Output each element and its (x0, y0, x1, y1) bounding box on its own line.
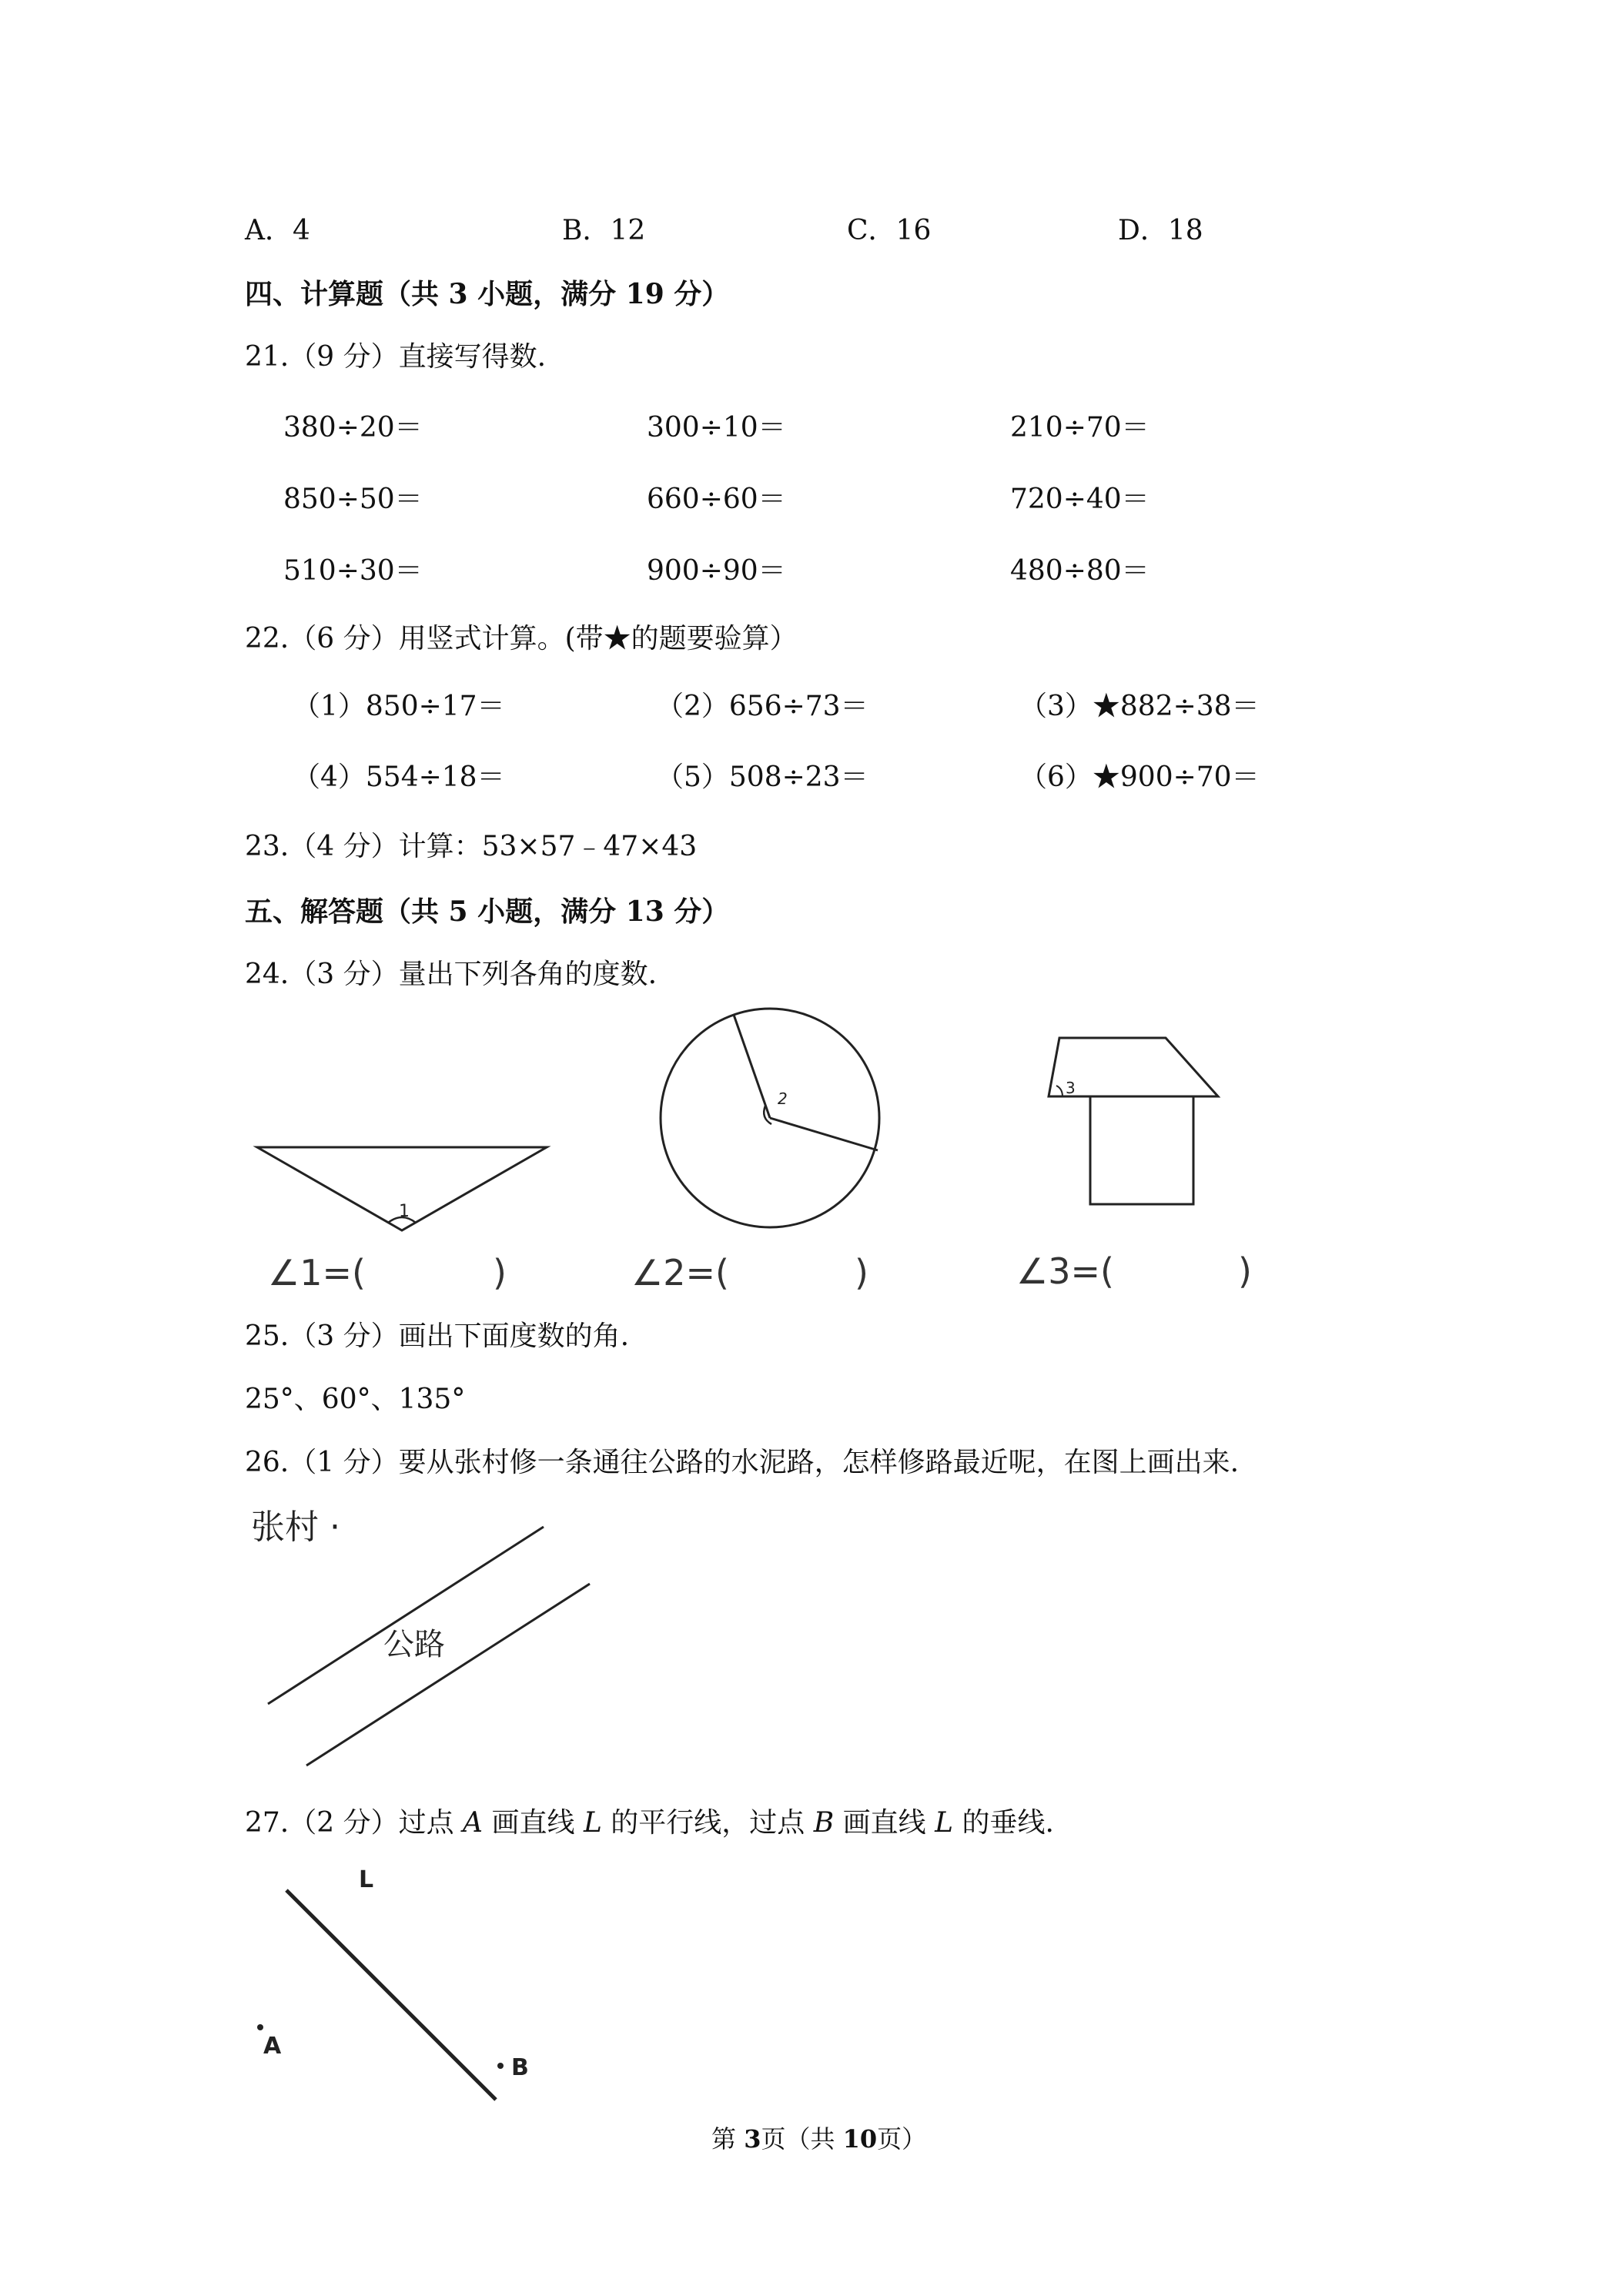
q21-item: 900÷90＝ (647, 555, 786, 587)
radius-line (734, 1015, 770, 1118)
house-body (1090, 1096, 1193, 1204)
q22-item: （6）★900÷70＝ (1019, 761, 1260, 793)
radius-line (770, 1118, 878, 1150)
q22-item: （3）★882÷38＝ (1019, 691, 1260, 722)
angle-3-answer: ∠3=( (1016, 1250, 1114, 1292)
road-edge-line (268, 1527, 544, 1704)
point-a-label: A (263, 2033, 282, 2060)
angle-1-answer: ∠1=( (268, 1252, 366, 1294)
q22-item: （5）508÷23＝ (656, 761, 868, 793)
q22-item: （2）656÷73＝ (656, 691, 868, 722)
point-a-dot (257, 2024, 263, 2030)
q21-item: 510÷30＝ (283, 555, 423, 587)
road-label: 公路 (383, 1627, 445, 1662)
angle-1-figure (246, 1132, 562, 1247)
page-footer: 第 3页（共 10页） (711, 2124, 927, 2154)
angle-3-figure (1039, 1032, 1232, 1213)
q21-item: 480÷80＝ (1010, 555, 1149, 587)
option-b: B．12 (562, 215, 646, 246)
section-5-heading: 五、解答题（共 5 小题，满分 13 分） (245, 895, 730, 928)
q21-item: 380÷20＝ (283, 412, 423, 443)
q22-item: （4）554÷18＝ (293, 761, 505, 793)
angle-2-mark: 2 (778, 1089, 788, 1108)
q21-item: 660÷60＝ (647, 484, 786, 515)
angle-2-answer: ∠2=( (631, 1252, 729, 1294)
q24-stem: 24.（3 分）量出下列各角的度数. (245, 959, 658, 990)
line-l (286, 1890, 496, 2100)
option-c: C．16 (847, 215, 932, 246)
q25-angles: 25°、60°、135° (245, 1384, 466, 1415)
village-label: 张村 · (251, 1508, 340, 1547)
angle-2-figure (654, 1002, 885, 1233)
q21-item: 720÷40＝ (1010, 484, 1149, 515)
q25-stem: 25.（3 分）画出下面度数的角. (245, 1320, 630, 1352)
road-edge-line (306, 1584, 590, 1766)
q21-item: 210÷70＝ (1010, 412, 1149, 443)
line-l-figure (246, 1859, 570, 2114)
angle-3-mark: 3 (1066, 1079, 1076, 1097)
option-a: A．4 (245, 215, 310, 246)
q22-item: （1）850÷17＝ (293, 691, 505, 722)
option-d: D．18 (1118, 215, 1203, 246)
q21-stem: 21.（9 分）直接写得数. (245, 341, 547, 373)
angle-1-mark: 1 (399, 1202, 410, 1221)
q27-stem: 27.（2 分）过点 A 画直线 L 的平行线，过点 B 画直线 L 的垂线. (245, 1807, 1054, 1839)
q26-stem: 26.（1 分）要从张村修一条通往公路的水泥路，怎样修路最近呢，在图上画出来. (245, 1447, 1240, 1478)
angle-3-arc (1056, 1086, 1062, 1096)
point-b-label: B (511, 2054, 529, 2081)
q21-item: 850÷50＝ (283, 484, 423, 515)
q21-item: 300÷10＝ (647, 412, 786, 443)
q22-stem: 22.（6 分）用竖式计算。(带★的题要验算） (245, 623, 798, 654)
angle-1-close-paren: ) (493, 1252, 507, 1294)
angle-2-close-paren: ) (855, 1252, 868, 1294)
section-4-heading: 四、计算题（共 3 小题，满分 19 分） (245, 278, 730, 310)
line-l-label: L (359, 1866, 374, 1893)
q23-stem: 23.（4 分）计算：53×57﹣47×43 (245, 831, 698, 862)
angle-3-close-paren: ) (1238, 1250, 1252, 1292)
point-b-dot (497, 2063, 504, 2069)
